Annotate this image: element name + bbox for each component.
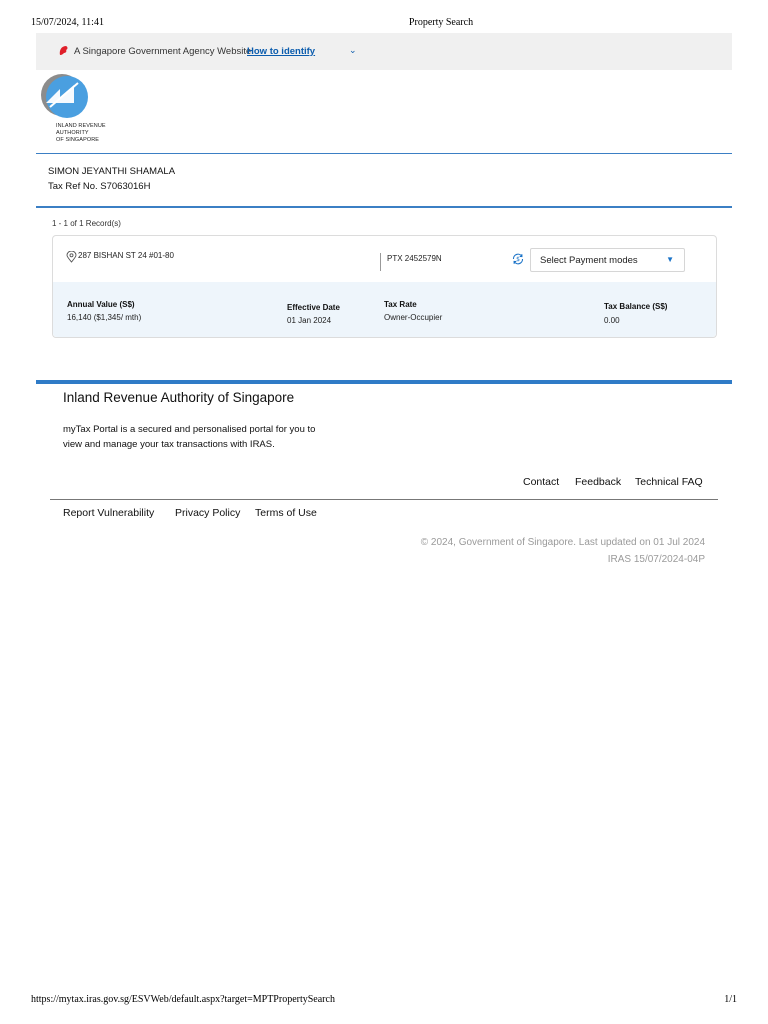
chevron-down-icon[interactable]: ⌄ <box>349 45 357 55</box>
gov-banner <box>36 33 732 70</box>
print-url: https://mytax.iras.gov.sg/ESVWeb/default.aspx?target=MPTPropertySearch <box>31 994 335 1005</box>
tax-rate-label: Tax Rate <box>384 300 417 309</box>
gov-banner-text: A Singapore Government Agency Website <box>74 46 252 57</box>
property-card <box>52 235 717 338</box>
iras-logo-text: INLAND REVENUE AUTHORITY OF SINGAPORE <box>56 123 106 143</box>
print-title: Property Search <box>408 17 474 28</box>
property-address: 287 BISHAN ST 24 #01-80 <box>78 251 174 260</box>
footer-accent-bar <box>36 380 732 384</box>
effective-date-label: Effective Date <box>287 303 340 312</box>
location-pin-icon <box>66 251 77 263</box>
iras-logo <box>40 73 90 121</box>
report-vulnerability-link[interactable]: Report Vulnerability <box>63 507 155 519</box>
column-divider <box>380 253 381 271</box>
lion-head-icon <box>58 45 69 56</box>
footer-title: Inland Revenue Authority of Singapore <box>63 390 295 405</box>
footer-divider <box>50 499 718 500</box>
terms-of-use-link[interactable]: Terms of Use <box>255 507 317 519</box>
payment-mode-select-label: Select Payment modes <box>540 255 638 266</box>
how-to-identify-link[interactable]: How to identify <box>247 46 316 57</box>
tax-rate: Owner-Occupier <box>384 313 443 322</box>
user-divider <box>36 206 732 208</box>
print-timestamp: 15/07/2024, 11:41 <box>31 17 104 28</box>
dropdown-arrow-icon[interactable]: ▼ <box>666 255 674 264</box>
svg-text:$: $ <box>516 256 520 263</box>
tax-balance: 0.00 <box>604 316 620 325</box>
annual-value-label: Annual Value (S$) <box>67 300 135 309</box>
payment-mode-select[interactable] <box>530 248 685 272</box>
property-details-panel <box>53 282 716 337</box>
technical-faq-link[interactable]: Technical FAQ <box>635 476 703 488</box>
header-divider <box>36 153 732 154</box>
annual-value: 16,140 ($1,345/ mth) <box>67 313 142 322</box>
tax-balance-label: Tax Balance (S$) <box>604 302 668 311</box>
footer-description: myTax Portal is a secured and personalised portal for you to view and manage your tax transactions with IRAS. <box>63 424 316 450</box>
contact-link[interactable]: Contact <box>523 476 560 488</box>
feedback-link[interactable]: Feedback <box>575 476 622 488</box>
version-text: IRAS 15/07/2024-04P <box>607 554 705 565</box>
tax-ref-number: Tax Ref No. S7063016H <box>48 181 151 192</box>
copyright-text: © 2024, Government of Singapore. Last updated on 01 Jul 2024 <box>420 537 705 548</box>
effective-date: 01 Jan 2024 <box>287 316 332 325</box>
user-name: SIMON JEYANTHI SHAMALA <box>48 166 176 177</box>
records-count: 1 - 1 of 1 Record(s) <box>52 219 121 228</box>
privacy-policy-link[interactable]: Privacy Policy <box>175 507 241 519</box>
refresh-dollar-icon[interactable] <box>511 252 525 266</box>
property-tax-ref: PTX 2452579N <box>387 254 442 263</box>
print-page-number: 1/1 <box>724 994 737 1005</box>
